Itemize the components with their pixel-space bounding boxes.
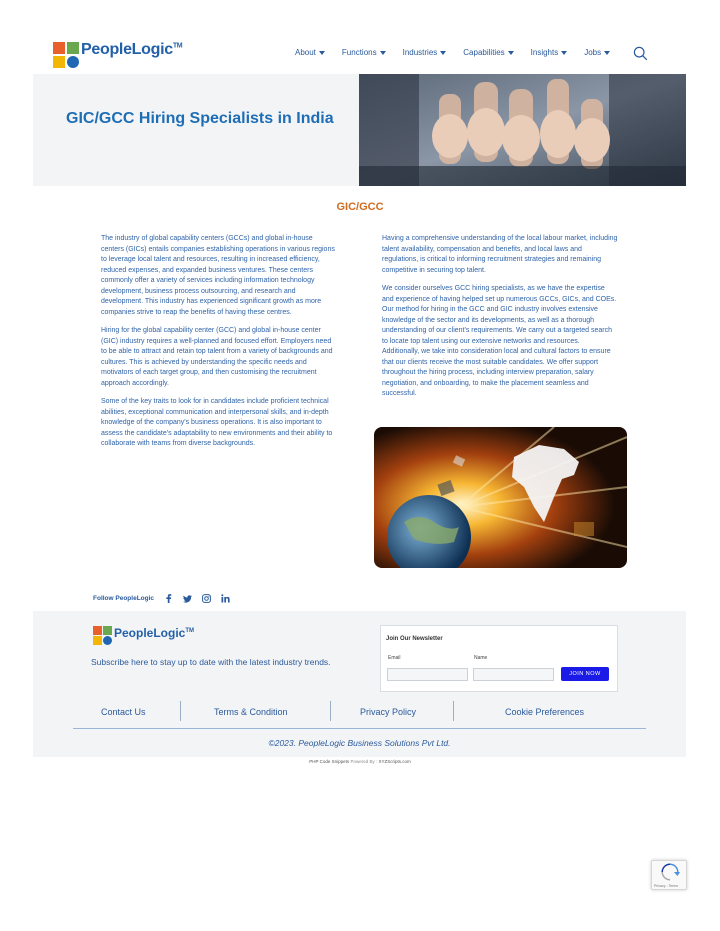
logo-square-orange bbox=[93, 626, 102, 635]
paragraph: We consider ourselves GCC hiring specialists, as we have the expertise and experience of having helped set up numerous GCCs, GICs, and COEs. Our method for hiring in the GCC and GIC industry involves extensive knowledge of the sector and its developments, as well as a thorough understanding of our client's requirements. We carry out a targeted search to locate top talent using our extensive networks and resources. Additionally, we take into consideration local and cultural factors to ensure that our clients receive the most suitable candidates. We offer support throughout the hiring process, including interview preparation, salary negotiation, and onboarding, to make the placement seamless and successful. bbox=[382, 285, 617, 397]
footer-logo[interactable] bbox=[93, 626, 195, 648]
contact-us-link[interactable]: Contact Us bbox=[101, 707, 146, 717]
newsletter-title: Join Our Newsletter bbox=[386, 636, 443, 642]
hero-banner bbox=[33, 74, 686, 186]
linkedin-icon[interactable] bbox=[221, 594, 230, 603]
copyright: ©2023. PeopleLogic Business Solutions Pvt Ltd. bbox=[268, 738, 451, 748]
content-column-left bbox=[101, 234, 337, 458]
cookie-preferences-link[interactable]: Cookie Preferences bbox=[505, 707, 585, 717]
logo-wordmark: PeopleLogic™ bbox=[81, 41, 183, 58]
logo-square-yellow bbox=[53, 56, 65, 68]
paragraph: The industry of global capability centers (GCCs) and global in-house centers (GICs) entails companies establishing operations in various regions to leverage local talent and resources, resulting in increased efficiency, reduced expenses, and expanded business ventures. These centers commonly offer a variety of services including information technology development, business process outsourcing, and research and development. This industry has experienced significant growth as more companies strive to reap the benefits of having these centres. bbox=[101, 235, 335, 316]
follow-social bbox=[93, 594, 230, 603]
paragraph: Having a comprehensive understanding of the local labour market, including talent availability, compensation and benefits, and local laws and regulations, is critical to informing recruitment strategies and remaining competitive in securing top talent. bbox=[382, 235, 618, 274]
content-column-right bbox=[382, 234, 618, 408]
nav-item-about[interactable]: About bbox=[295, 48, 325, 57]
divider bbox=[330, 701, 331, 721]
globe-india-map-image bbox=[374, 427, 627, 568]
name-field[interactable] bbox=[473, 668, 554, 681]
follow-label: Follow PeopleLogic bbox=[93, 595, 155, 602]
site-footer bbox=[33, 611, 686, 757]
footer-rule bbox=[73, 728, 646, 729]
instagram-icon[interactable] bbox=[202, 594, 211, 603]
join-now-button[interactable]: JOIN NOW bbox=[561, 667, 609, 681]
divider bbox=[180, 701, 181, 721]
nav-item-jobs[interactable]: Jobs bbox=[584, 48, 610, 57]
caret-down-icon bbox=[440, 51, 446, 55]
subscribe-text: Subscribe here to stay up to date with the latest industry trends. bbox=[91, 657, 331, 667]
footer-links bbox=[73, 701, 646, 723]
email-field[interactable] bbox=[387, 668, 468, 681]
page-title: GIC/GCC Hiring Specialists in India bbox=[66, 110, 334, 127]
newsletter-form bbox=[380, 625, 618, 692]
privacy-policy-link[interactable]: Privacy Policy bbox=[360, 707, 417, 717]
logo-wordmark: PeopleLogic™ bbox=[114, 626, 195, 640]
recaptcha-text: Privacy - Terms bbox=[654, 884, 679, 888]
search-icon[interactable] bbox=[633, 46, 648, 61]
main-nav bbox=[295, 48, 627, 57]
recaptcha-icon bbox=[660, 863, 680, 881]
twitter-icon[interactable] bbox=[183, 594, 192, 603]
caret-down-icon bbox=[604, 51, 610, 55]
caret-down-icon bbox=[319, 51, 325, 55]
divider bbox=[453, 701, 454, 721]
caret-down-icon bbox=[380, 51, 386, 55]
nav-item-capabilities[interactable]: Capabilities bbox=[463, 48, 513, 57]
powered-by-link[interactable]: XYZScripts.com bbox=[378, 759, 411, 764]
facebook-icon[interactable] bbox=[164, 594, 173, 603]
section-title: GIC/GCC bbox=[336, 201, 384, 213]
caret-down-icon bbox=[508, 51, 514, 55]
name-label: Name bbox=[474, 655, 488, 661]
paragraph: Hiring for the global capability center (GCC) and global in-house center (GIC) industry requires a well-planned and focused effort. Employers need to be able to attract and retain top talent from a variety of backgrounds and cultures. This is achieved by understanding the specific needs and motivators of each target group, and then customising the recruitment approach accordingly. bbox=[101, 327, 333, 387]
logo-square-green bbox=[67, 42, 79, 54]
hero-image-thumbs-up bbox=[359, 74, 686, 186]
nav-item-industries[interactable]: Industries bbox=[403, 48, 447, 57]
powered-prefix[interactable]: PHP Code Snippets bbox=[309, 759, 350, 764]
logo-circle-blue bbox=[67, 56, 79, 68]
caret-down-icon bbox=[561, 51, 567, 55]
powered-by-label: Powered By : bbox=[350, 759, 378, 764]
email-label: Email bbox=[388, 655, 401, 661]
paragraph: Some of the key traits to look for in candidates include proficient technical abilities, exceptional communication and interpersonal skills, and in-depth knowledge of the company's business operations. It is also important to assess the candidate's adaptability to new environments and their ability to collaborate with teams from diverse backgrounds. bbox=[101, 398, 333, 447]
recaptcha-badge[interactable] bbox=[651, 860, 687, 890]
logo-square-green bbox=[103, 626, 112, 635]
nav-item-insights[interactable]: Insights bbox=[531, 48, 568, 57]
terms-link[interactable]: Terms & Condition bbox=[214, 707, 288, 717]
powered-by bbox=[0, 759, 720, 764]
logo-circle-blue bbox=[103, 636, 112, 645]
nav-item-functions[interactable]: Functions bbox=[342, 48, 386, 57]
brand-logo[interactable] bbox=[53, 41, 183, 70]
logo-square-yellow bbox=[93, 636, 102, 645]
logo-square-orange bbox=[53, 42, 65, 54]
